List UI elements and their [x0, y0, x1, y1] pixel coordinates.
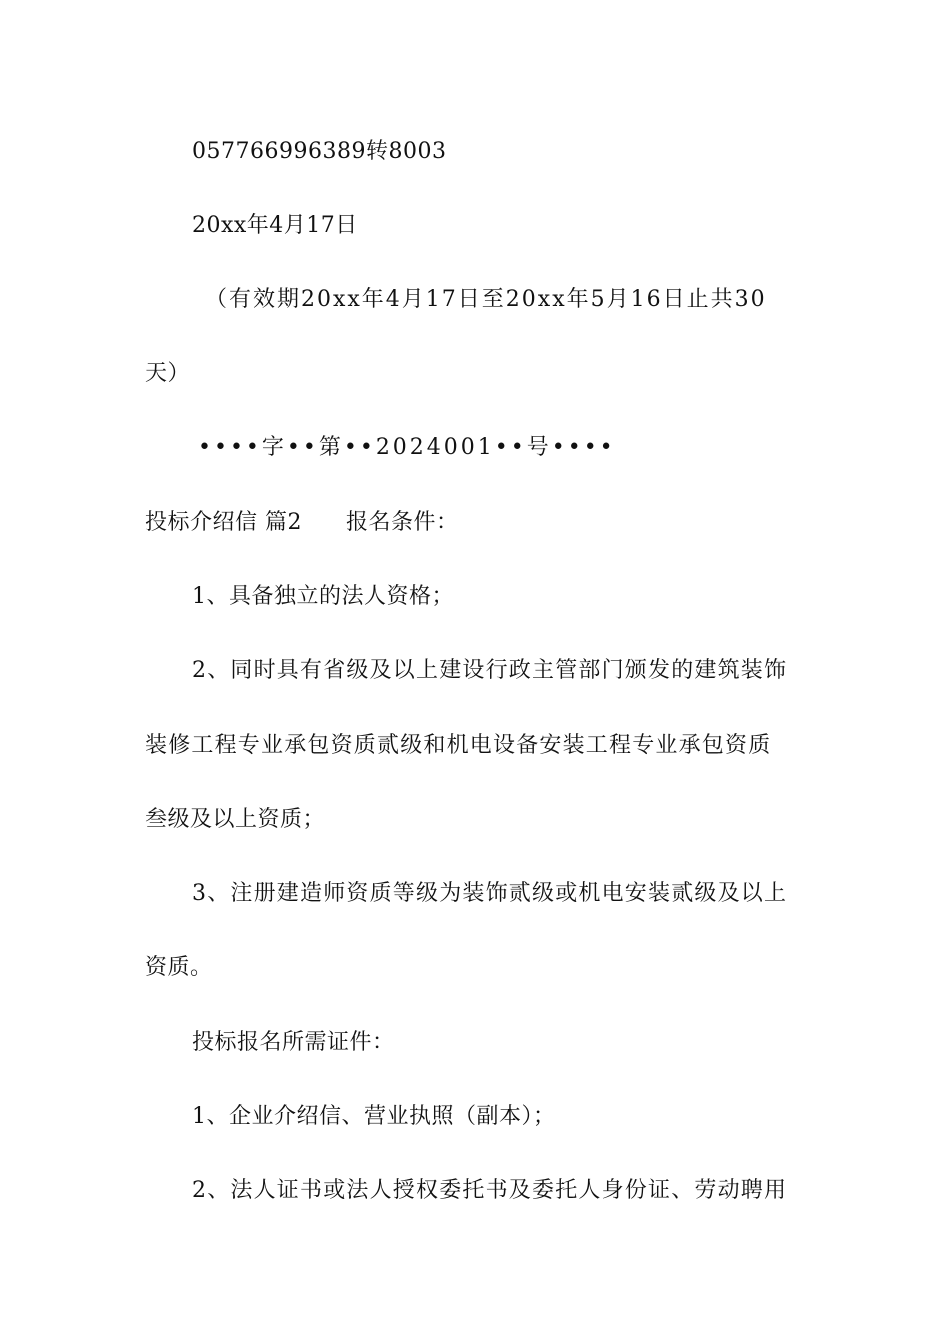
document-number-line: ••••字••第••2024001••号••••: [198, 435, 616, 460]
validity-line: （有效期20xx年4月17日至20xx年5月16日止共30: [205, 287, 767, 312]
required-document-2: 2、法人证书或法人授权委托书及委托人身份证、劳动聘用: [192, 1178, 788, 1203]
section-title: 投标介绍信 篇2: [145, 510, 302, 535]
section-heading-line: [145, 508, 459, 538]
condition-2-line-3: 叁级及以上资质；: [145, 807, 326, 832]
condition-3-line-1: 3、注册建造师资质等级为装饰贰级或机电安装贰级及以上: [192, 881, 788, 906]
condition-2-line-2: 装修工程专业承包资质贰级和机电设备安装工程专业承包资质: [145, 733, 772, 758]
date-line: 20xx年4月17日: [192, 213, 358, 238]
required-documents-heading: 投标报名所需证件：: [192, 1030, 395, 1055]
condition-3-line-2: 资质。: [145, 955, 213, 980]
condition-1: 1、具备独立的法人资格；: [192, 584, 454, 609]
phone-line: 057766996389转8003: [192, 139, 447, 164]
required-document-1: 1、企业介绍信、营业执照（副本）；: [192, 1104, 556, 1129]
condition-2-line-1: 2、同时具有省级及以上建设行政主管部门颁发的建筑装饰: [192, 658, 788, 683]
validity-line-end: 天）: [145, 361, 191, 386]
registration-conditions-heading: 报名条件：: [346, 510, 459, 535]
